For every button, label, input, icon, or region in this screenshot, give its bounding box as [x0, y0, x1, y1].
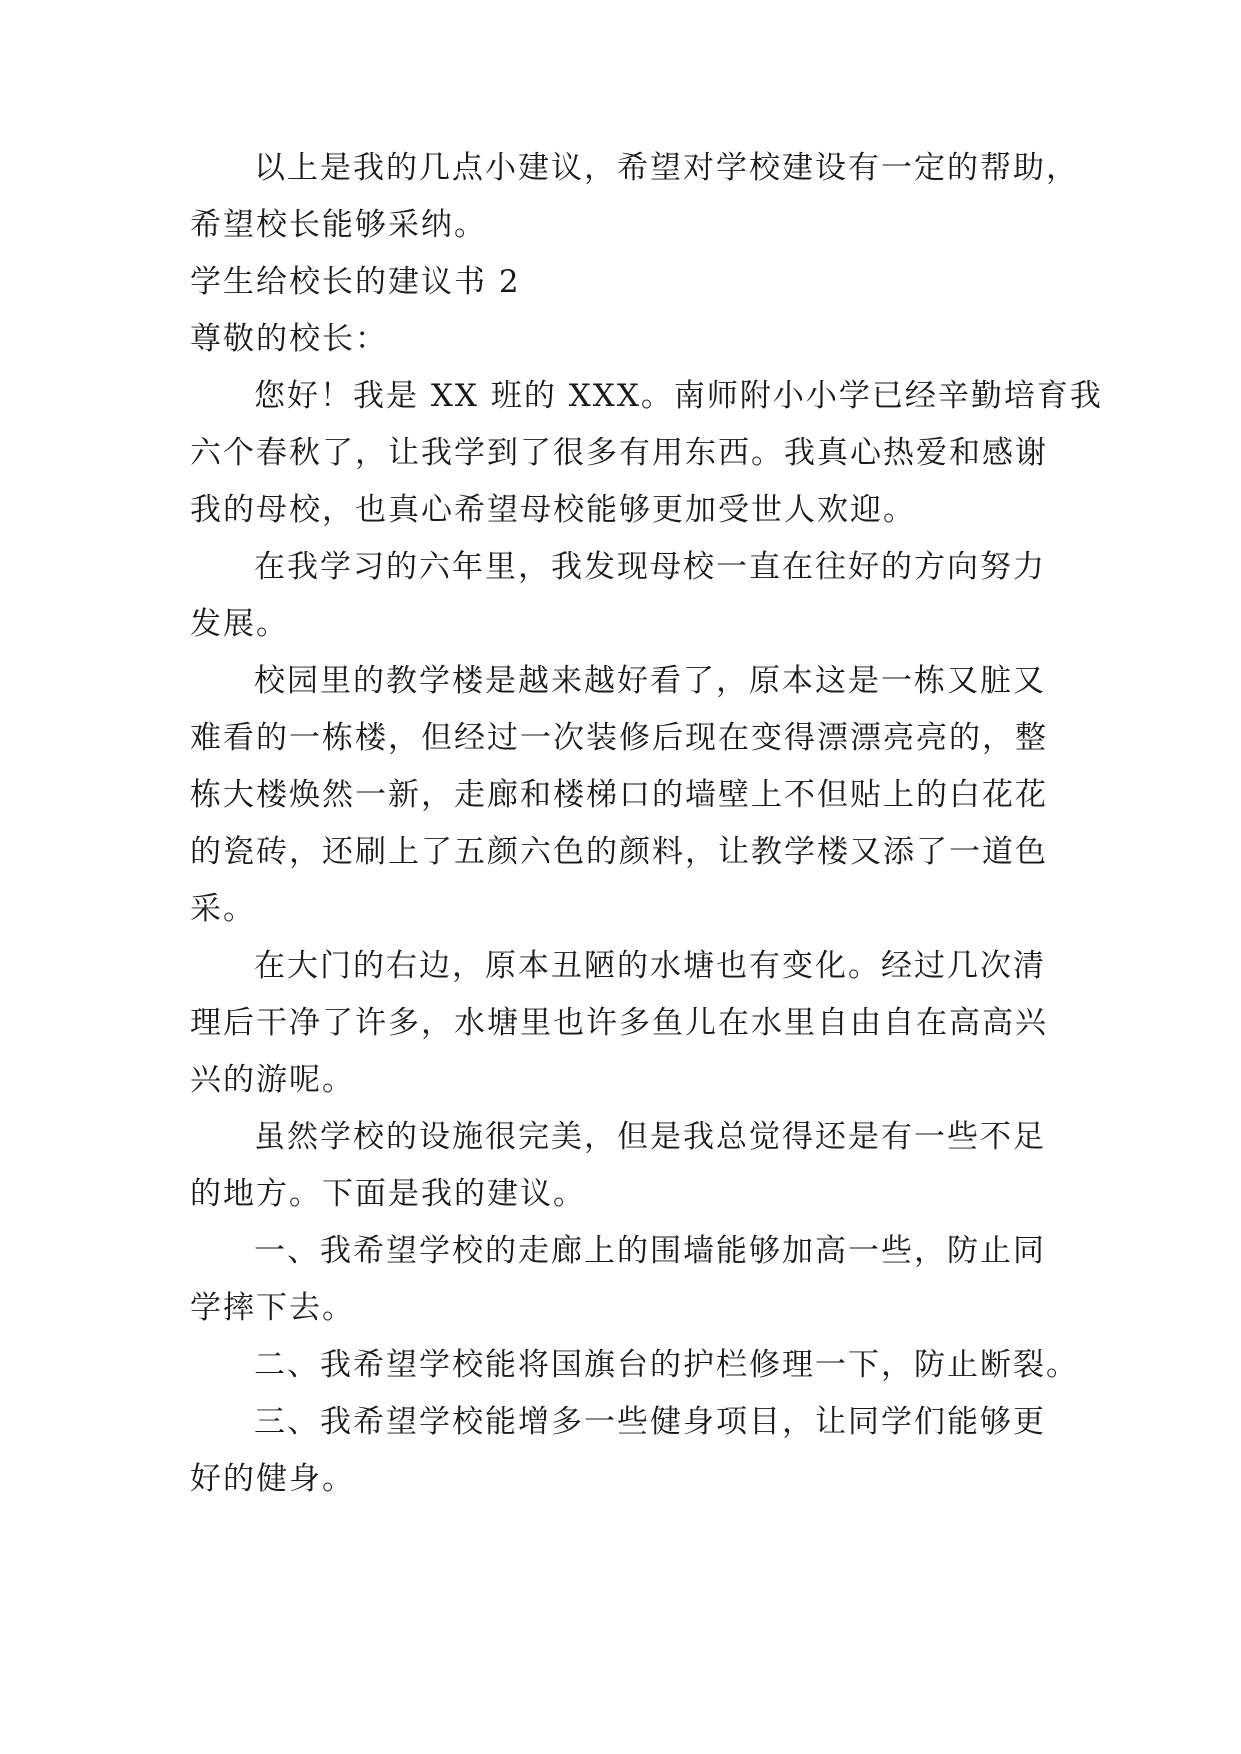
paragraph-line: 六个春秋了，让我学到了很多有用东西。我真心热爱和感谢 — [190, 435, 1048, 471]
paragraph-line: 兴的游呢。 — [190, 1062, 355, 1098]
paragraph-line: 校园里的教学楼是越来越好看了，原本这是一栋又脏又 — [254, 663, 1046, 699]
paragraph-line: 在我学习的六年里，我发现母校一直在往好的方向努力 — [254, 549, 1046, 585]
paragraph-line: 以上是我的几点小建议，希望对学校建设有一定的帮助， — [254, 150, 1079, 186]
paragraph-line: 在大门的右边，原本丑陋的水塘也有变化。经过几次清 — [254, 948, 1046, 984]
paragraph-line: 虽然学校的设施很完美，但是我总觉得还是有一些不足 — [254, 1119, 1046, 1155]
paragraph-line: 栋大楼焕然一新，走廊和楼梯口的墙壁上不但贴上的白花花 — [190, 777, 1048, 813]
paragraph-line: 难看的一栋楼，但经过一次装修后现在变得漂漂亮亮的，整 — [190, 720, 1048, 756]
paragraph-line: 一、我希望学校的走廊上的围墙能够加高一些，防止同 — [254, 1233, 1046, 1269]
paragraph-line: 的地方。下面是我的建议。 — [190, 1176, 586, 1212]
paragraph-line: 三、我希望学校能增多一些健身项目，让同学们能够更 — [254, 1404, 1046, 1440]
paragraph-line: 的瓷砖，还刷上了五颜六色的颜料，让教学楼又添了一道色 — [190, 834, 1048, 870]
paragraph-line: 您好！我是 XX 班的 XXX。南师附小小学已经辛勤培育我 — [254, 378, 1103, 414]
paragraph-line: 采。 — [190, 891, 256, 927]
section-heading: 学生给校长的建议书 2 — [190, 264, 521, 300]
paragraph-line: 二、我希望学校能将国旗台的护栏修理一下，防止断裂。 — [254, 1347, 1079, 1383]
paragraph-line: 理后干净了许多，水塘里也许多鱼儿在水里自由自在高高兴 — [190, 1005, 1048, 1041]
paragraph-line: 发展。 — [190, 606, 289, 642]
paragraph-line: 学摔下去。 — [190, 1290, 355, 1326]
paragraph-line: 好的健身。 — [190, 1461, 355, 1497]
salutation: 尊敬的校长： — [190, 321, 388, 357]
paragraph-line: 我的母校，也真心希望母校能够更加受世人欢迎。 — [190, 492, 916, 528]
paragraph-line: 希望校长能够采纳。 — [190, 207, 487, 243]
